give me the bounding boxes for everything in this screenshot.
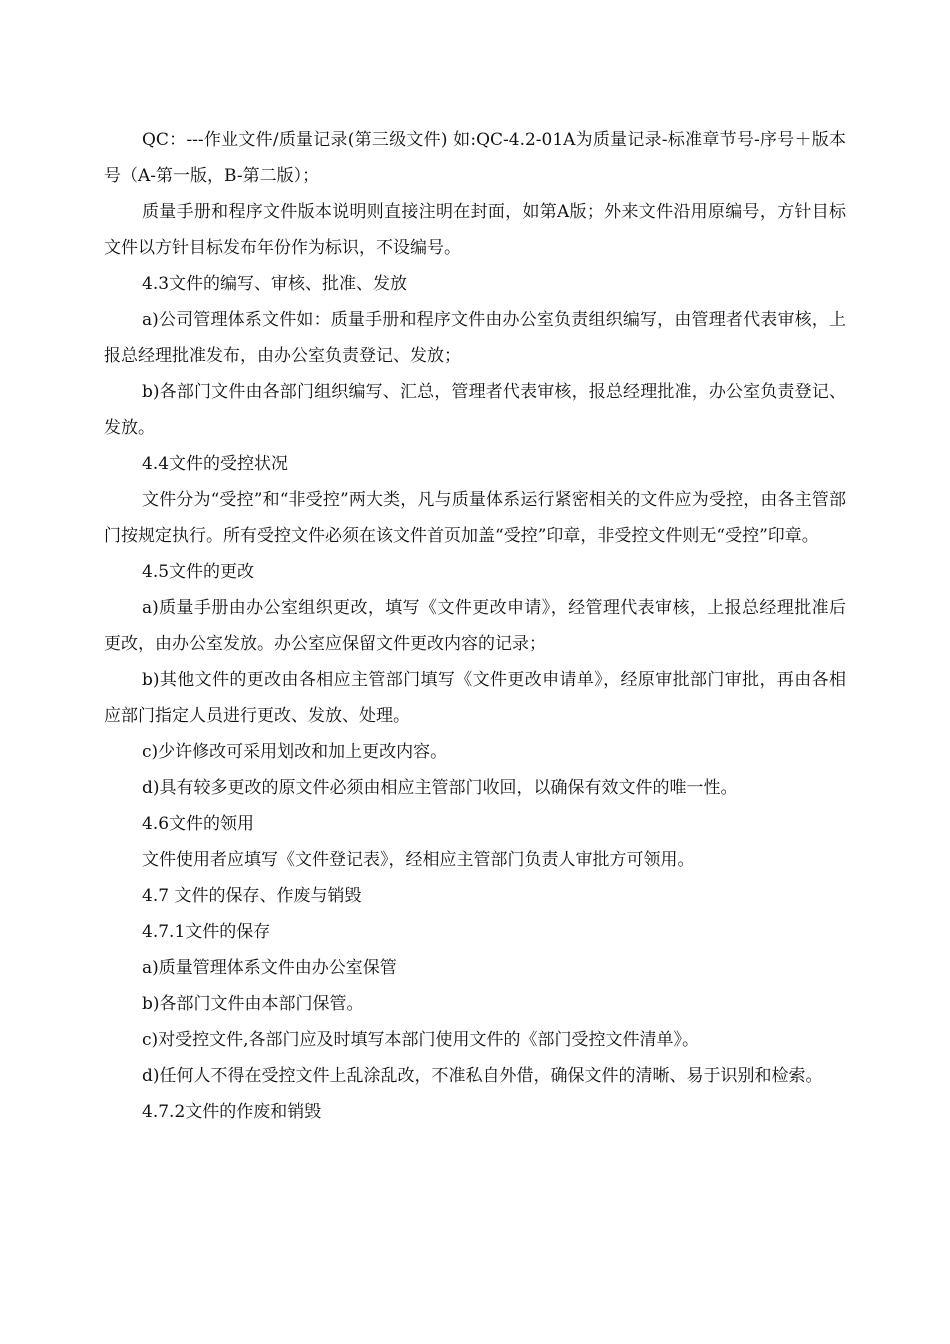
paragraph-4-7-1-c: c)对受控文件,各部门应及时填写本部门使用文件的《部门受控文件清单》。 — [142, 1030, 700, 1050]
paragraph-4-5-c: c)少许修改可采用划改和加上更改内容。 — [142, 742, 448, 762]
paragraph-version-note: 质量手册和程序文件版本说明则直接注明在封面，如第A版；外来文件沿用原编号，方针目标文件以方针目标发布年份作为标识，不设编号。 — [104, 202, 846, 258]
paragraph-4-3-b: b)各部门文件由各部门组织编写、汇总，管理者代表审核，报总经理批准，办公室负责登记、发放。 — [104, 382, 846, 438]
paragraph-4-5-d: d)具有较多更改的原文件必须由相应主管部门收回，以确保有效文件的唯一性。 — [142, 778, 738, 798]
paragraph-qc-code: QC：---作业文件/质量记录(第三级文件) 如:QC-4.2-01A为质量记录-标准章节号-序号＋版本号（A-第一版，B-第二版）； — [104, 130, 846, 186]
paragraph-4-5-a: a)质量手册由办公室组织更改，填写《文件更改申请》，经管理代表审核，上报总经理批准后更改，由办公室发放。办公室应保留文件更改内容的记录； — [104, 598, 846, 654]
heading-4-4: 4.4文件的受控状况 — [142, 454, 289, 474]
paragraph-4-3-a: a)公司管理体系文件如：质量手册和程序文件由办公室负责组织编写，由管理者代表审核，上报总经理批准发布，由办公室负责登记、发放； — [104, 310, 846, 366]
heading-4-3: 4.3文件的编写、审核、批准、发放 — [142, 274, 408, 294]
paragraph-4-7-1-a: a)质量管理体系文件由办公室保管 — [142, 958, 397, 978]
heading-4-5: 4.5文件的更改 — [142, 562, 255, 582]
heading-4-7: 4.7 文件的保存、作废与销毁 — [142, 886, 362, 906]
paragraph-4-6: 文件使用者应填写《文件登记表》，经相应主管部门负责人审批方可领用。 — [142, 850, 695, 870]
document-body — [104, 122, 846, 1130]
heading-4-7-2: 4.7.2文件的作废和销毁 — [142, 1102, 322, 1122]
paragraph-4-7-1-b: b)各部门文件由本部门保管。 — [142, 994, 364, 1014]
heading-4-6: 4.6文件的领用 — [142, 814, 255, 834]
paragraph-4-4: 文件分为“受控”和“非受控”两大类，凡与质量体系运行紧密相关的文件应为受控，由各主管部门按规定执行。所有受控文件必须在该文件首页加盖“受控”印章，非受控文件则无“受控”印章。 — [104, 490, 846, 546]
paragraph-4-5-b: b)其他文件的更改由各相应主管部门填写《文件更改申请单》，经原审批部门审批，再由各相应部门指定人员进行更改、发放、处理。 — [104, 670, 846, 726]
heading-4-7-1: 4.7.1文件的保存 — [142, 922, 271, 942]
paragraph-4-7-1-d: d)任何人不得在受控文件上乱涂乱改，不准私自外借，确保文件的清晰、易于识别和检索。 — [142, 1066, 823, 1086]
